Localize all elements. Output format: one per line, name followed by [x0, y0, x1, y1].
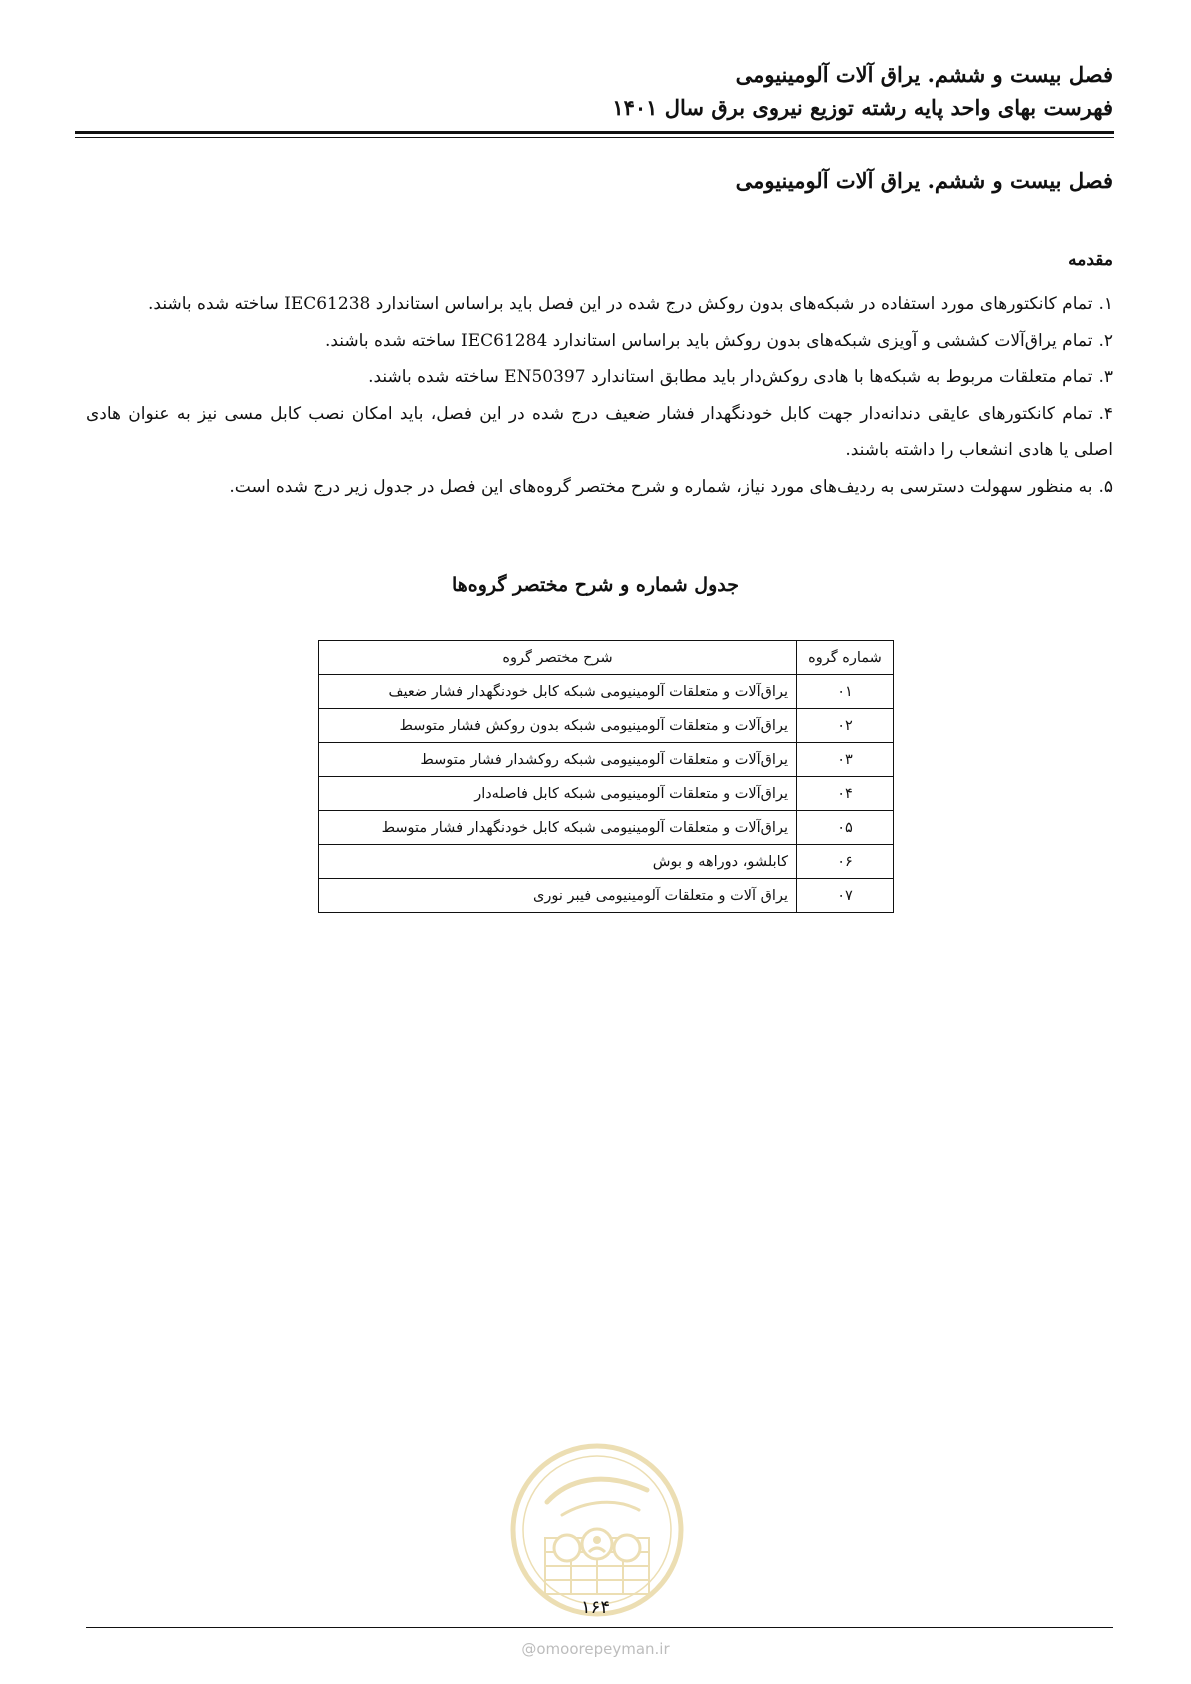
group-number-cell: ۰۵ [797, 811, 894, 845]
watermark-site-text: @omoorepeyman.ir [521, 1640, 670, 1658]
group-number-cell: ۰۴ [797, 777, 894, 811]
intro-item [86, 469, 1113, 506]
table-row [319, 743, 894, 777]
group-description-cell: یراق آلات و متعلقات آلومینیومی فیبر نوری [319, 879, 797, 913]
footer-rule [86, 1627, 1113, 1628]
intro-item-number: ۵. [1098, 476, 1113, 497]
group-number-cell: ۰۶ [797, 845, 894, 879]
group-number-cell: ۰۳ [797, 743, 894, 777]
group-description-cell: یراق‌آلات و متعلقات آلومینیومی شبکه روکشدار فشار متوسط [319, 743, 797, 777]
table-header-row [319, 641, 894, 675]
group-description-cell: یراق‌آلات و متعلقات آلومینیومی شبکه کابل فاصله‌دار [319, 777, 797, 811]
header-chapter-line: فصل بیست و ششم. یراق آلات آلومینیومی [735, 62, 1113, 87]
table-row [319, 845, 894, 879]
intro-item-number: ۲. [1098, 330, 1113, 351]
intro-item-text: تمام متعلقات مربوط به شبکه‌ها با هادی روکش‌دار باید مطابق استاندارد EN50397 ساخته شده باشند. [368, 367, 1093, 387]
column-header-description: شرح مختصر گروه [319, 641, 797, 675]
group-number-cell: ۰۲ [797, 709, 894, 743]
header-rule-thin [75, 137, 1114, 138]
running-header [75, 58, 1113, 124]
intro-item-text: تمام کانکتورهای عایقی دندانه‌دار جهت کابل خودنگهدار فشار ضعیف درج شده در این فصل، باید امکان نصب کابل مسی نیز به عنوان هادی اصلی یا هادی انشعاب را داشته باشند. [86, 403, 1113, 460]
table-row [319, 709, 894, 743]
page-number: ۱۶۴ [580, 1597, 610, 1618]
table-row [319, 811, 894, 845]
intro-item-number: ۱. [1098, 294, 1113, 314]
table-row [319, 675, 894, 709]
intro-item [86, 323, 1113, 360]
table-title: جدول شماره و شرح مختصر گروه‌ها [451, 574, 740, 596]
intro-item [86, 359, 1113, 396]
intro-item-text: تمام یراق‌آلات کششی و آویزی شبکه‌های بدون روکش باید براساس استاندارد IEC61284 ساخته شده باشند. [324, 330, 1093, 351]
header-price-list-line: فهرست بهای واحد پایه رشته توزیع نیروی برق سال ۱۴۰۱ [612, 95, 1113, 120]
table-row [319, 777, 894, 811]
group-number-cell: ۰۱ [797, 675, 894, 709]
intro-item-number: ۴. [1098, 403, 1113, 424]
group-description-cell: یراق‌آلات و متعلقات آلومینیومی شبکه کابل خودنگهدار فشار متوسط [319, 811, 797, 845]
header-rule-thick [75, 131, 1114, 134]
group-table [318, 640, 894, 913]
group-description-cell: یراق‌آلات و متعلقات آلومینیومی شبکه بدون روکش فشار متوسط [319, 709, 797, 743]
watermark-logo-icon [507, 1440, 687, 1620]
table-row [319, 879, 894, 913]
intro-item-text: تمام کانکتورهای مورد استفاده در شبکه‌های بدون روکش درج شده در این فصل باید براساس استاندارد IEC61238 ساخته شده باشند. [148, 294, 1093, 314]
intro-item [86, 286, 1113, 323]
column-header-group-number: شماره گروه [797, 641, 894, 675]
group-description-cell: یراق‌آلات و متعلقات آلومینیومی شبکه کابل خودنگهدار فشار ضعیف [319, 675, 797, 709]
group-description-cell: کابلشو، دوراهه و بوش [319, 845, 797, 879]
chapter-title: فصل بیست و ششم. یراق آلات آلومینیومی [735, 168, 1113, 193]
intro-item-number: ۳. [1098, 367, 1113, 387]
intro-heading: مقدمه [1068, 250, 1113, 270]
intro-list [86, 286, 1113, 505]
intro-item [86, 396, 1113, 469]
intro-item-text: به منظور سهولت دسترسی به ردیف‌های مورد نیاز، شماره و شرح مختصر گروه‌های این فصل در جدول زیر درج شده است. [229, 476, 1093, 497]
group-number-cell: ۰۷ [797, 879, 894, 913]
